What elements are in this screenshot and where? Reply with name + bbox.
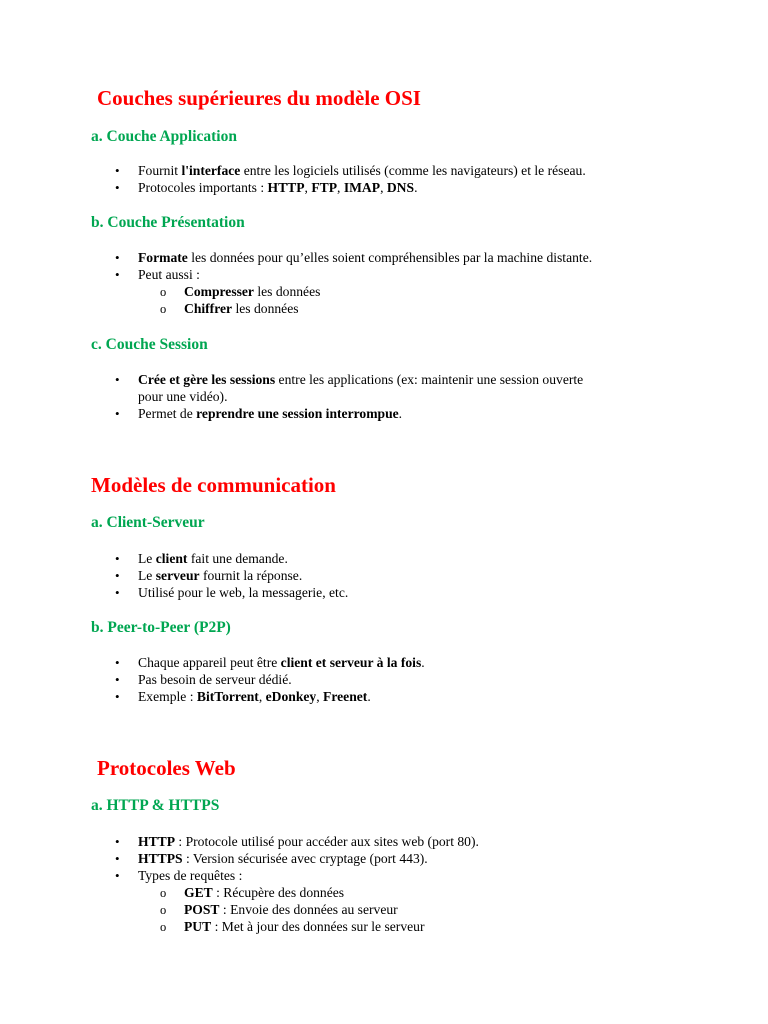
list-item (115, 672, 675, 689)
list-item (115, 406, 675, 423)
bold-text: Freenet (323, 688, 368, 704)
list-item (115, 655, 675, 672)
text-run: : Récupère des données (212, 884, 345, 900)
text-run: les données (253, 283, 321, 299)
list-item (115, 180, 675, 197)
bullet-marker: • (115, 372, 120, 387)
list-item (115, 163, 675, 180)
text-run: , (316, 688, 324, 704)
text-run: : Version sécurisée avec cryptage (port 443). (182, 850, 428, 866)
bold-text: eDonkey (265, 688, 317, 704)
bold-text: POST (184, 901, 220, 917)
sub-bullet-marker: o (160, 885, 167, 900)
p2p-list (115, 655, 675, 706)
bold-text: Chiffrer (184, 300, 233, 316)
bold-text: FTP (311, 179, 338, 195)
text-run: , (258, 688, 266, 704)
sub-bullet-marker: o (160, 919, 167, 934)
text-run: les données pour qu’elles soient compréhensibles par la machine distante. (187, 250, 593, 265)
section-title-osi: Couches supérieures du modèle OSI (97, 86, 421, 110)
list-item (115, 868, 675, 885)
text-run: les données (232, 300, 299, 316)
list-item (115, 250, 675, 267)
bold-text: serveur (155, 567, 200, 583)
subsection-title-session: c. Couche Session (91, 336, 208, 353)
text-run: , (304, 179, 312, 195)
text-run: . (414, 179, 418, 195)
text-run: fournit la réponse. (199, 567, 303, 583)
list-item (115, 585, 675, 602)
bullet-marker: • (115, 671, 120, 687)
text-run: Permet de (138, 405, 197, 421)
bullet-marker: • (115, 179, 120, 195)
subsection-title-application: a. Couche Application (91, 128, 237, 145)
bullet-marker: • (115, 655, 120, 670)
text-run: fait une demande. (187, 551, 288, 566)
bold-text: Crée et gère les sessions (138, 372, 276, 387)
bold-text: HTTP (267, 179, 305, 195)
bold-text: HTTPS (138, 850, 183, 866)
bold-text: PUT (184, 918, 212, 934)
sub-list-item (115, 885, 675, 902)
text-run: , (380, 179, 387, 195)
section-title-web-protocols: Protocoles Web (97, 756, 236, 780)
text-run: . (421, 655, 425, 670)
list-item-continuation (115, 389, 675, 406)
list-item (115, 267, 675, 284)
text-run: : Met à jour des données sur le serveur (211, 918, 425, 934)
bullet-marker: • (115, 867, 120, 883)
subsection-title-p2p: b. Peer-to-Peer (P2P) (91, 619, 231, 636)
application-list (115, 163, 675, 197)
bold-text: reprendre une session interrompue (196, 405, 399, 421)
bullet-marker: • (115, 567, 120, 583)
text-run: Peut aussi : (138, 266, 200, 282)
list-item (115, 551, 675, 568)
list-item (115, 689, 675, 706)
text-run: Utilisé pour le web, la messagerie, etc. (138, 584, 349, 600)
sub-list-item (115, 919, 675, 936)
bullet-marker: • (115, 551, 120, 566)
list-item (115, 372, 675, 389)
subsection-title-http-https: a. HTTP & HTTPS (91, 797, 220, 814)
bold-text: HTTP (138, 834, 176, 849)
text-run: pour une vidéo). (138, 388, 228, 404)
text-run: : Envoie des données au serveur (219, 901, 398, 917)
list-item (115, 851, 675, 868)
bold-text: DNS (386, 179, 415, 195)
text-run: Chaque appareil peut être (138, 655, 281, 670)
sub-bullet-marker: o (160, 301, 167, 316)
bullet-marker: • (115, 834, 120, 849)
text-run: , (337, 179, 344, 195)
text-run: entre les logiciels utilisés (comme les navigateurs) et le réseau. (240, 163, 586, 178)
bullet-marker: • (115, 584, 120, 600)
sub-list-item (115, 301, 675, 318)
bullet-marker: • (115, 266, 120, 282)
subsection-title-client-server: a. Client-Serveur (91, 514, 205, 531)
bold-text: IMAP (343, 179, 381, 195)
bullet-marker: • (115, 250, 120, 265)
bold-text: client et serveur à la fois (280, 655, 422, 670)
bullet-marker: • (115, 688, 120, 704)
text-run: : Protocole utilisé pour accéder aux sites web (port 80). (175, 834, 479, 849)
sub-list-item (115, 284, 675, 301)
bold-text: GET (184, 884, 213, 900)
text-run: Pas besoin de serveur dédié. (138, 671, 292, 687)
bold-text: BitTorrent (196, 688, 259, 704)
sub-bullet-marker: o (160, 284, 167, 299)
bullet-marker: • (115, 163, 120, 178)
bold-text: l'interface (181, 163, 241, 178)
bold-text: client (155, 551, 188, 566)
text-run: . (367, 688, 371, 704)
bold-text: Formate (138, 250, 188, 265)
http-list (115, 834, 675, 935)
text-run: Types de requêtes : (138, 867, 243, 883)
text-run: entre les applications (ex: maintenir une session ouverte (275, 372, 584, 387)
subsection-title-presentation: b. Couche Présentation (91, 214, 245, 231)
list-item (115, 568, 675, 585)
client-server-list (115, 551, 675, 602)
text-run: Le (138, 567, 156, 583)
bold-text: Compresser (184, 283, 254, 299)
sub-list-item (115, 902, 675, 919)
text-run: . (398, 405, 403, 421)
list-item (115, 834, 675, 851)
session-list (115, 372, 675, 423)
text-run: Protocoles importants : (138, 179, 268, 195)
presentation-list (115, 250, 675, 318)
bullet-marker: • (115, 405, 120, 421)
section-title-communication: Modèles de communication (91, 473, 336, 497)
text-run: Exemple : (138, 688, 197, 704)
sub-bullet-marker: o (160, 902, 167, 917)
text-run: Fournit (138, 163, 182, 178)
bullet-marker: • (115, 850, 120, 866)
text-run: Le (138, 551, 156, 566)
